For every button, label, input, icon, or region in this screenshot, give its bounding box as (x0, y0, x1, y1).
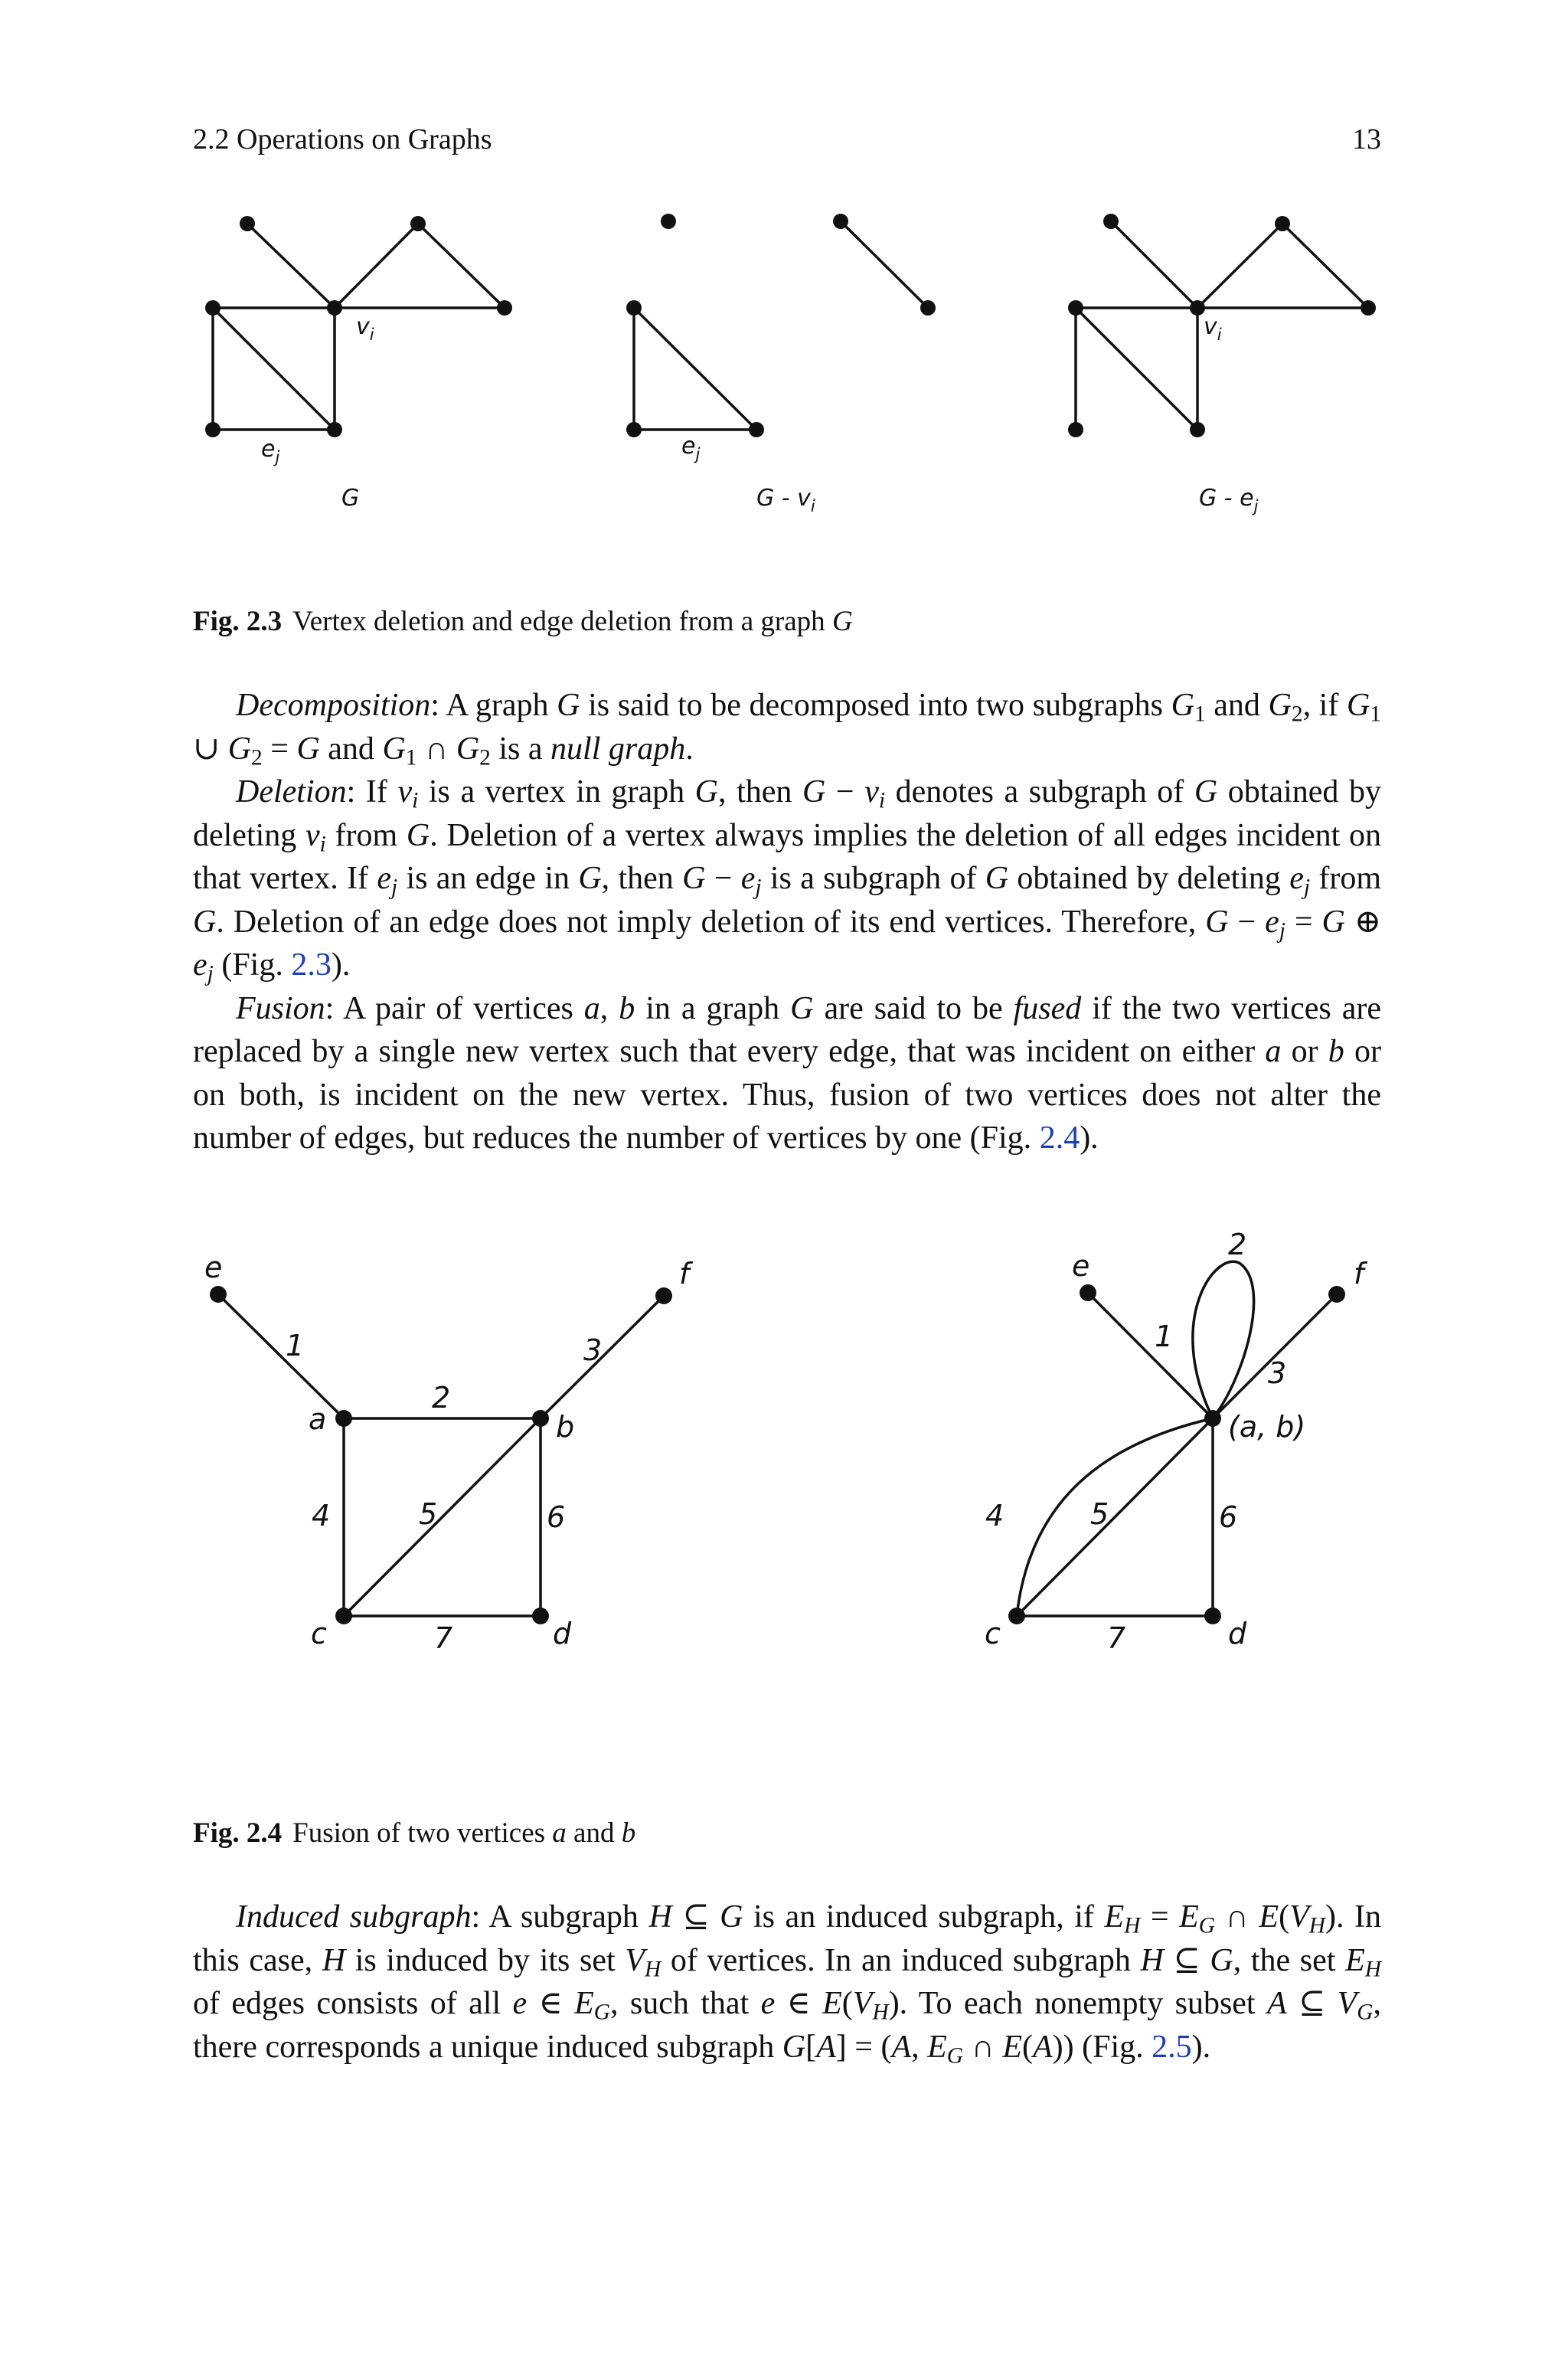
subcaption-g-minus-e: G - $e_j$ (1199, 485, 1259, 515)
edge-label-2: 2 (432, 1381, 451, 1415)
vertex-e (210, 1286, 227, 1303)
vertex-b (532, 1410, 549, 1427)
edge (841, 221, 928, 308)
vertex (1103, 214, 1119, 229)
edge-label-2: 2 (1228, 1228, 1247, 1261)
vertex (327, 422, 342, 437)
edge (1111, 221, 1197, 308)
edge (1197, 224, 1282, 308)
vertex (1068, 422, 1083, 437)
figure-link[interactable]: 2.3 (291, 947, 332, 983)
vertex (661, 214, 676, 229)
vertex-label-d: d (1228, 1617, 1247, 1650)
vertex (1190, 300, 1205, 316)
subcaption-g-minus-v: G - $v_i$ (756, 485, 815, 515)
edge (335, 224, 418, 308)
label-vi: $v_i$ (356, 313, 374, 344)
subcaption-g: G (341, 485, 360, 512)
edge-5 (1017, 1418, 1213, 1616)
vertex-c (1008, 1608, 1025, 1624)
vertex (1275, 216, 1290, 231)
vertex-ab (1204, 1410, 1221, 1427)
vertex-c (335, 1608, 352, 1624)
figure-link[interactable]: 2.4 (1039, 1120, 1080, 1156)
vertex-label-e: e (1072, 1249, 1090, 1283)
figure-2-3-graphics (0, 0, 1568, 536)
vertex (205, 300, 220, 316)
edge-label-1: 1 (1155, 1320, 1174, 1353)
body-text-2 (193, 1896, 1381, 2069)
section-title: 2.2 Operations on Graphs (193, 123, 492, 155)
edge-label-7: 7 (1107, 1621, 1126, 1655)
vertex (205, 422, 220, 437)
figure-2-3 (0, 0, 1568, 536)
edge-label-3: 3 (1268, 1356, 1287, 1390)
edge (634, 308, 756, 430)
vertex-label-ab: (a, b) (1228, 1410, 1306, 1444)
figure-2-3-caption: Fig. 2.3 Vertex deletion and edge deletion from a graph G (193, 606, 853, 637)
vertex (749, 422, 764, 437)
vertex (1068, 300, 1083, 316)
edge-2-loop (1193, 1261, 1254, 1418)
edge-label-3: 3 (583, 1333, 603, 1367)
edge-label-6: 6 (547, 1500, 566, 1534)
page-number: 13 (1352, 123, 1381, 155)
vertex-f (655, 1287, 672, 1304)
vertex (626, 422, 642, 437)
edge-1 (218, 1294, 344, 1418)
vertex (626, 300, 642, 316)
vertex-d (1204, 1608, 1221, 1624)
figure-2-4-caption: Fig. 2.4 Fusion of two vertices a and b (193, 1817, 636, 1849)
edge-label-4: 4 (985, 1499, 1004, 1532)
edge-label-1: 1 (286, 1329, 305, 1362)
edge (1076, 308, 1197, 430)
paragraph-decomposition: Decomposition: A graph G is said to be decomposed into two subgraphs $G_1$ and $G_2$, if $G_1$ ∪ $G_2 = G$ and $G_1$ ∩ $G_2$ is a null graph. (193, 688, 1381, 770)
edge-label-7: 7 (434, 1621, 453, 1655)
body-text-1 (193, 684, 1381, 1160)
paragraph-fusion: Fusion: A pair of vertices a, b in a graph G are said to be fused if the two vertices are replaced by a single new vertex such that every edge, that was incident on either a or b or on both, is incident on the new vertex. Thus, fusion of two vertices does not alter the number of edges, but reduces the number of vertices by one (Fig. 2.4). (193, 990, 1381, 1156)
edge (1282, 224, 1368, 308)
edge-label-5: 5 (419, 1497, 438, 1531)
vertex (497, 300, 512, 316)
vertex (1190, 422, 1205, 437)
vertex-label-e: e (204, 1251, 223, 1284)
vertex (327, 300, 342, 316)
paragraph-induced-subgraph: Induced subgraph: A subgraph H ⊆ G is an induced subgraph, if $E_H = E_G$ ∩ $E(V_H)$. In this case, H is induced by its set $V_H$ of vertices. In an induced subgraph H ⊆ G, the set $E_H$ of edges consists of all e ∈ $E_G$, such that e ∈ $E(V_H)$. To each nonempty subset A ⊆ $V_G$, there corresponds a unique induced subgraph G[A] = (A, $E_G$ ∩ E(A)) (Fig. 2.5). (193, 1899, 1382, 2068)
label-ej: $e_j$ (261, 436, 280, 466)
vertex-a (335, 1410, 352, 1427)
vertex-f (1328, 1286, 1345, 1303)
figure-link[interactable]: 2.5 (1152, 2029, 1192, 2065)
edge-3 (541, 1296, 664, 1418)
vertex (833, 214, 848, 229)
vertex-label-b: b (556, 1410, 575, 1444)
vertex (410, 216, 426, 231)
edge-label-6: 6 (1219, 1500, 1238, 1534)
vertex (1361, 300, 1376, 316)
vertex (240, 216, 255, 231)
edge (418, 224, 505, 308)
figure-2-4-graphics (0, 1210, 1568, 1700)
vertex-label-c: c (985, 1617, 1001, 1650)
vertex-label-a: a (309, 1402, 327, 1436)
label-ej: $e_j$ (681, 433, 701, 463)
edge (247, 224, 335, 308)
vertex-label-f: f (1354, 1257, 1364, 1290)
vertex-e (1080, 1284, 1096, 1301)
edge-label-5: 5 (1090, 1497, 1109, 1531)
paragraph-deletion: Deletion: If $v_i$ is a vertex in graph G, then $G - v_i$ denotes a subgraph of G obtained by deleting $v_i$ from G. Deletion of a vertex always implies the deletion of all edges incident on that vertex. If $e_j$ is an edge in G, then $G - e_j$ is a subgraph of G obtained by deleting $e_j$ from G. Deletion of an edge does not imply deletion of its end vertices. Therefore, $G - e_j = G$ ⊕ $e_j$ (Fig. 2.3). (193, 774, 1382, 986)
label-vi: $v_i$ (1204, 313, 1222, 344)
vertex-label-f: f (679, 1257, 690, 1290)
edge (213, 308, 335, 430)
edge-label-4: 4 (312, 1499, 331, 1532)
vertex-d (532, 1608, 549, 1624)
vertex (920, 300, 936, 316)
vertex-label-d: d (553, 1617, 572, 1650)
vertex-label-c: c (311, 1617, 327, 1650)
edge-5 (344, 1418, 541, 1616)
figure-2-4 (0, 1210, 1568, 1700)
